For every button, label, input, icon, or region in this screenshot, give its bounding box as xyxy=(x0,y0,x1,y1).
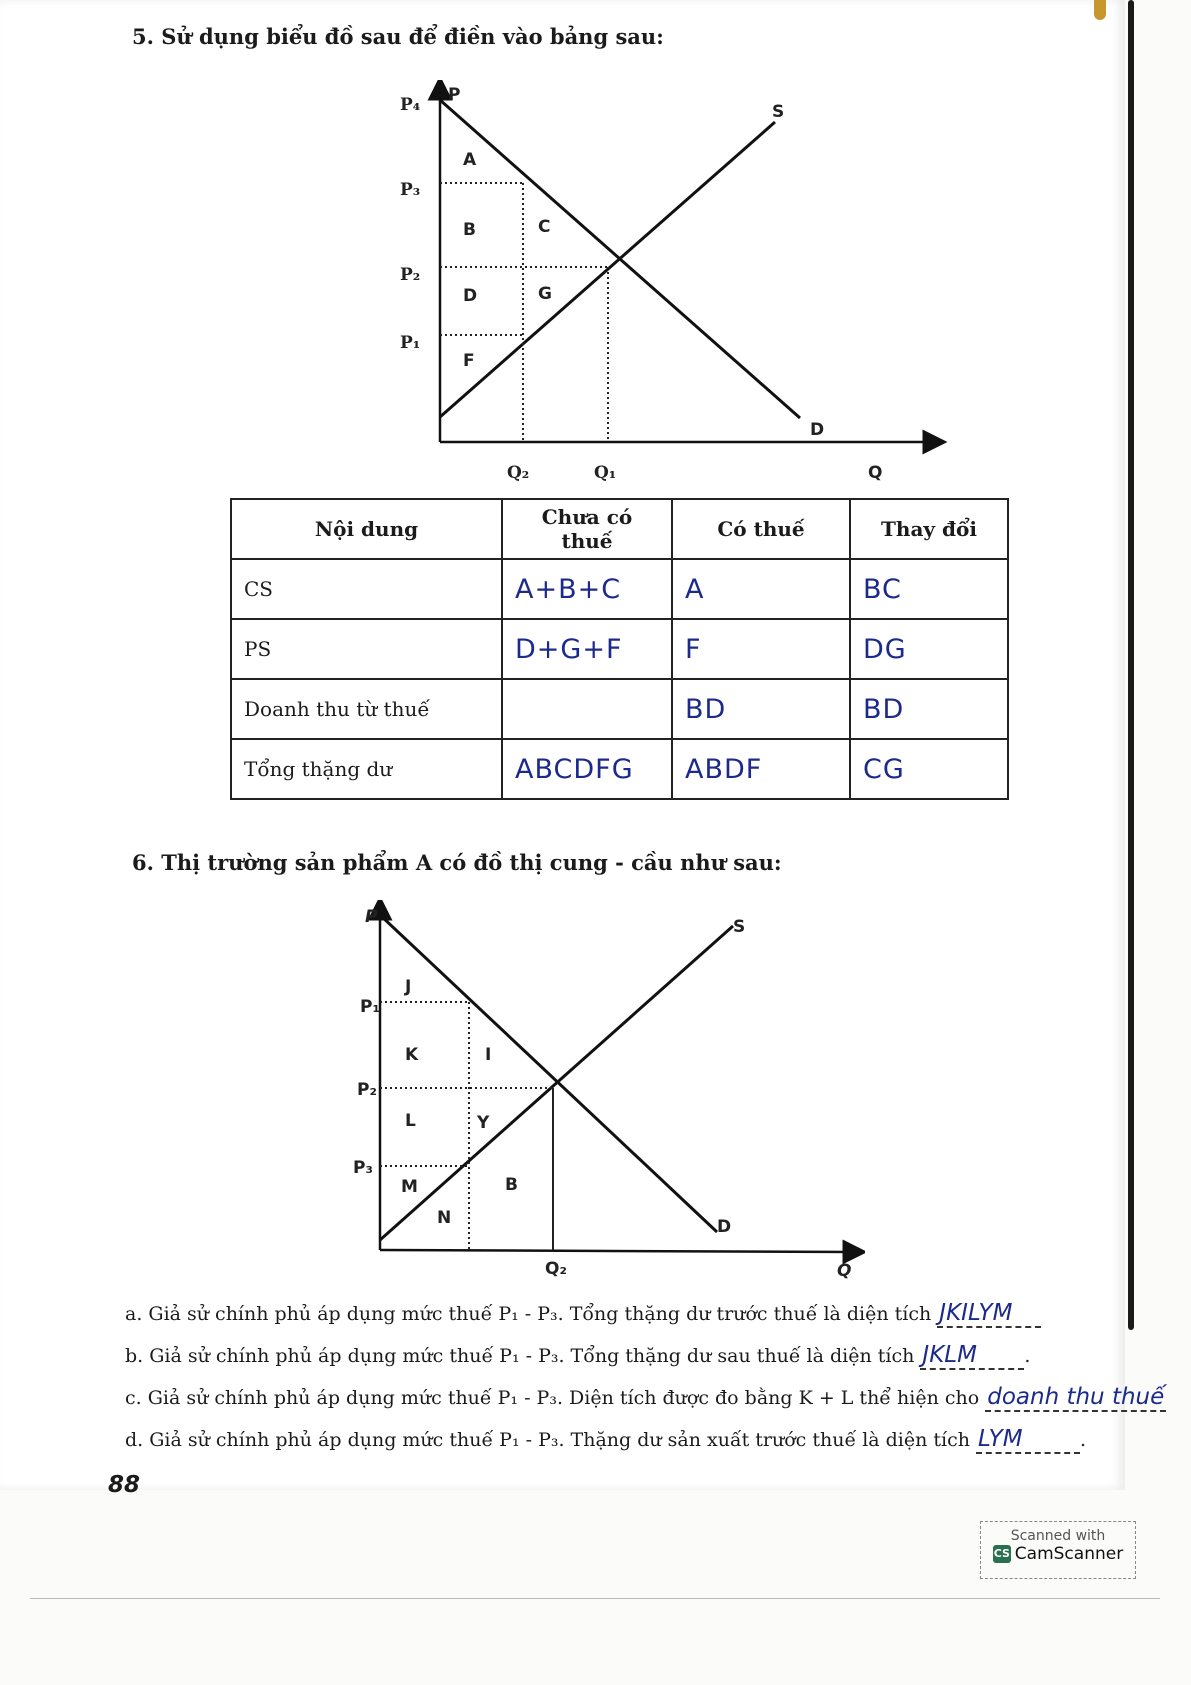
answer-blank: doanh thu thuế xyxy=(987,1384,1165,1410)
question-6-title: 6. Thị trường sản phẩm A có đồ thị cung - cầu như sau: xyxy=(132,850,782,875)
handwritten-cell: ABCDFG xyxy=(502,739,672,799)
handwritten-cell: BD xyxy=(850,679,1008,739)
q5-region-c: C xyxy=(538,217,551,237)
q5-region-g: G xyxy=(538,284,552,304)
table-row xyxy=(231,619,1008,679)
question-6d xyxy=(125,1426,1125,1468)
q6-supply-label: S xyxy=(733,917,746,937)
question-text: d. Giả sử chính phủ áp dụng mức thuế P₁ - P₃. Thặng dư sản xuất trước thuế là diện tích xyxy=(125,1429,970,1451)
q6-region-b: B xyxy=(505,1175,518,1195)
handwritten-cell: BC xyxy=(850,559,1008,619)
q6-supply-line xyxy=(380,926,733,1240)
question-text: a. Giả sử chính phủ áp dụng mức thuế P₁ - P₃. Tổng thặng dư trước thuế là diện tích xyxy=(125,1303,932,1325)
handwritten-cell: A+B+C xyxy=(502,559,672,619)
q5-region-f: F xyxy=(463,351,475,371)
handwritten-cell: CG xyxy=(850,739,1008,799)
handwritten-cell: BD xyxy=(672,679,850,739)
q5-quantity-q1: Q₁ xyxy=(594,463,617,483)
question-end: . xyxy=(1024,1345,1031,1367)
scanner-brand xyxy=(981,1544,1135,1564)
answer-blank: LYM xyxy=(976,1426,1080,1454)
q5-region-d: D xyxy=(463,286,478,306)
row-label: Tổng thặng dư xyxy=(231,739,502,799)
question-end: . xyxy=(1080,1429,1087,1451)
q6-region-n: N xyxy=(437,1208,452,1228)
q5-x-axis-label: Q xyxy=(868,463,883,483)
scanner-caption: Scanned with xyxy=(1010,1528,1106,1544)
page-edge-shadow xyxy=(1128,0,1134,1330)
table-header: Có thuế xyxy=(672,499,850,559)
q5-supply-label: S xyxy=(772,102,785,122)
scanner-brand-name: CamScanner xyxy=(1014,1544,1124,1564)
table-header-row xyxy=(231,499,1008,559)
handwritten-cell: DG xyxy=(850,619,1008,679)
handwritten-cell xyxy=(502,679,672,739)
handwritten-cell: A xyxy=(672,559,850,619)
handwritten-cell: ABDF xyxy=(672,739,850,799)
q6-y-axis-label: P xyxy=(365,907,378,927)
q5-y-axis-label: P xyxy=(448,85,461,105)
q5-surplus-table xyxy=(230,498,1009,800)
q5-price-p1: P₁ xyxy=(400,333,421,353)
q6-questions xyxy=(125,1300,1165,1468)
page-number: 88 xyxy=(108,1472,141,1498)
camscanner-icon: CS xyxy=(993,1545,1011,1563)
camscanner-watermark xyxy=(980,1521,1136,1579)
q6-region-l: L xyxy=(405,1111,416,1131)
table-header: Thay đổi xyxy=(850,499,1008,559)
q5-demand-label: D xyxy=(810,420,825,440)
row-label: PS xyxy=(231,619,502,679)
table-header: Nội dung xyxy=(231,499,502,559)
q5-price-p3: P₃ xyxy=(400,180,421,200)
q5-price-p4: P₄ xyxy=(400,95,421,115)
table-row xyxy=(231,739,1008,799)
q6-region-j: J xyxy=(405,977,412,997)
question-6a xyxy=(125,1300,1125,1342)
question-6b xyxy=(125,1342,1125,1384)
divider xyxy=(30,1598,1160,1599)
row-label: CS xyxy=(231,559,502,619)
table-row xyxy=(231,679,1008,739)
q6-x-axis xyxy=(380,1250,855,1252)
question-text: c. Giả sử chính phủ áp dụng mức thuế P₁ - P₃. Diện tích được đo bằng K + L thể hiện cho xyxy=(125,1387,980,1409)
q6-price-p2: P₂ xyxy=(357,1080,377,1100)
q6-demand-label: D xyxy=(717,1217,732,1237)
question-6c xyxy=(125,1384,1165,1426)
q6-price-p1: P₁ xyxy=(360,997,380,1017)
q6-region-i: I xyxy=(485,1045,492,1065)
table-row xyxy=(231,559,1008,619)
q6-demand-line xyxy=(380,915,717,1232)
q6-quantity-q2: Q₂ xyxy=(545,1259,567,1279)
table-header: Chưa có thuế xyxy=(502,499,672,559)
row-label: Doanh thu từ thuế xyxy=(231,679,502,739)
question-5-title: 5. Sử dụng biểu đồ sau để điền vào bảng sau: xyxy=(132,24,664,49)
q6-x-axis-label: Q xyxy=(837,1261,852,1281)
q5-supply-demand-graph xyxy=(380,80,950,500)
q6-price-p3: P₃ xyxy=(353,1158,373,1178)
q5-quantity-q2: Q₂ xyxy=(507,463,530,483)
q6-region-y: Y xyxy=(477,1113,490,1133)
handwritten-cell: F xyxy=(672,619,850,679)
q5-region-a: A xyxy=(463,150,477,170)
answer-blank: JKILYM xyxy=(937,1300,1041,1328)
page-tab-marker xyxy=(1094,0,1106,20)
q6-region-k: K xyxy=(405,1045,419,1065)
q5-region-b: B xyxy=(463,220,476,240)
answer-blank: JKLM xyxy=(920,1342,1024,1370)
q5-price-p2: P₂ xyxy=(400,265,421,285)
handwritten-cell: D+G+F xyxy=(502,619,672,679)
question-text: b. Giả sử chính phủ áp dụng mức thuế P₁ - P₃. Tổng thặng dư sau thuế là diện tích xyxy=(125,1345,915,1367)
q6-region-m: M xyxy=(401,1177,418,1197)
q6-supply-demand-graph xyxy=(345,900,865,1290)
